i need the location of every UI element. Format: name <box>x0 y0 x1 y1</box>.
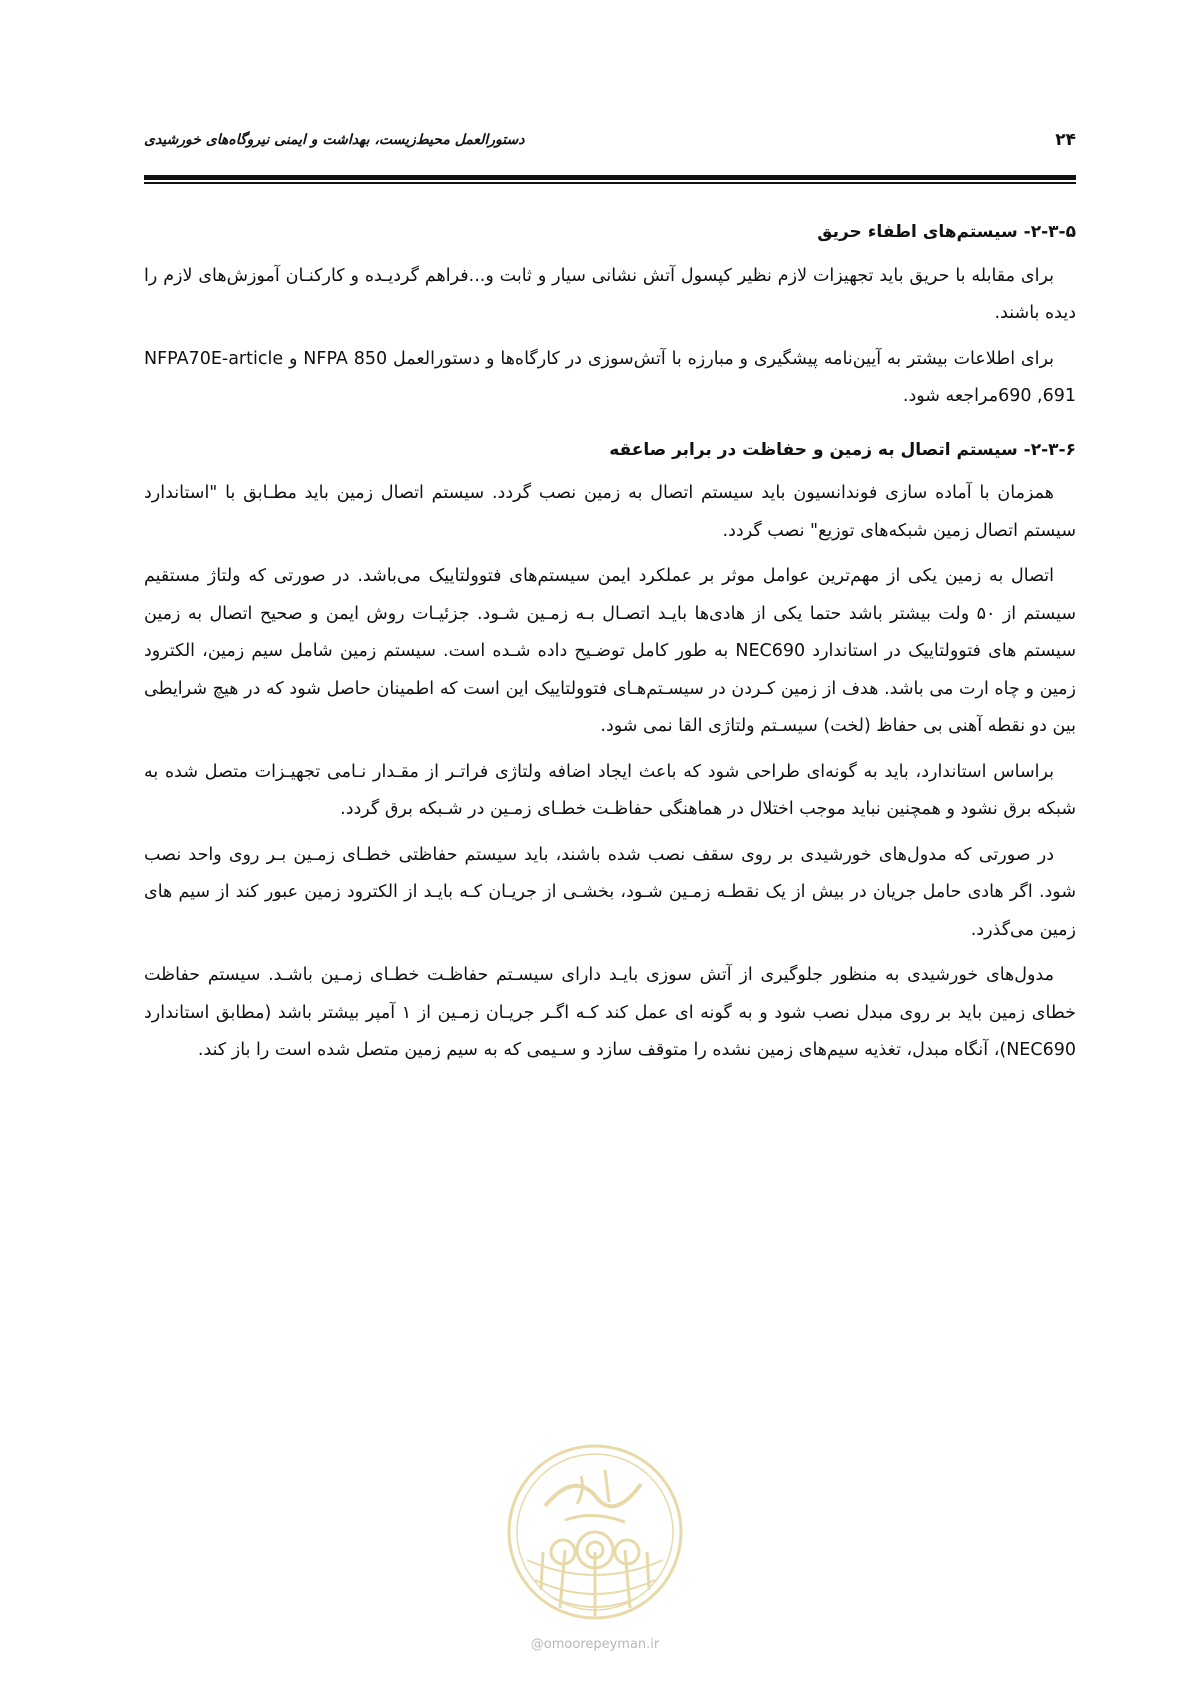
paragraph: اتصال به زمین یکی از مهم‌ترین عوامل موثر بر عملکرد ایمن سیستم‌های فتوولتاییک می‌باشد. در صورتی که ولتاژ مستقیم سیستم از ۵۰ ولت بیشتر باشد حتما یکی از هادی‌ها بایـد اتصـال بـه زمـین شـود. جزئیـات روش ایمن و صحیح اتصال به زمین سیستم های فتوولتاییک در استاندارد NEC690 به طور کامل توضـیح داده شـده است. سیستم زمین شامل سیم زمین، الکترود زمین و چاه ارت می باشد. هدف از زمین کـردن در سیسـتم‌هـای فتوولتاییک این است که اطمینان حاصل شود که در هیچ شرایطی بین دو نقطه آهنی بی حفاظ (لخت) سیسـتم ولتاژی القا نمی شود. <box>144 566 1077 736</box>
paragraph: همزمان با آماده سازی فوندانسیون باید سیستم اتصال به زمین نصب گردد. سیستم اتصال زمین باید مطـابق با "استاندارد سیستم اتصال زمین شبکه‌های توزیع" نصب گردد. <box>144 483 1076 541</box>
watermark-seal <box>505 1440 685 1658</box>
page-number: ۲۴ <box>1055 130 1076 150</box>
seal-logo-icon <box>505 1440 685 1630</box>
page-header <box>144 128 1076 158</box>
section-heading-fire-suppression: ۲-۳-۵- سیستم‌های اطفاء حریق <box>817 222 1076 242</box>
header-rule-thin <box>144 182 1076 184</box>
paragraph: مدول‌های خورشیدی به منظور جلوگیری از آتش سوزی بایـد دارای سیسـتم حفاظـت خطـای زمـین باشـد. سیستم حفاظت خطای زمین باید بر روی مبدل نصب شود و به گونه ای عمل کند کـه اگـر جریـان زمـین از ۱ آمپر بیشتر باشد (مطابق استاندارد NEC690)، آنگاه مبدل، تغذیه سیم‌های زمین نشده را متوقف سازد و سـیمی که به سیم زمین متصل شده است را باز کند. <box>144 965 1076 1060</box>
header-rule <box>144 175 1076 180</box>
running-title: دستورالعمل محیط‌زیست، بهداشت و ایمنی نیروگاه‌های خورشیدی <box>144 132 525 148</box>
paragraph: برای اطلاعات بیشتر به آیین‌نامه پیشگیری و مبارزه با آتش‌سوزی در کارگاه‌ها و دستورالعمل NFPA 850 و NFPA70E-article 690 ,691مراجعه شود. <box>144 348 1076 406</box>
document-body <box>144 214 1076 1078</box>
paragraph: برای مقابله با حریق باید تجهیزات لازم نظیر کپسول آتش نشانی سیار و ثابت و...فراهم گردیـده و کارکنـان آموزش‌های لازم را دیده باشند. <box>144 265 1076 323</box>
watermark-url: @omoorepeyman.ir <box>530 1637 660 1652</box>
section-heading-grounding: ۲-۳-۶- سیستم اتصال به زمین و حفاظت در برابر صاعقه <box>609 439 1076 460</box>
paragraph: در صورتی که مدول‌های خورشیدی بر روی سقف نصب شده باشند، باید سیستم حفاظتی خطـای زمـین بـر روی واحد نصب شود. اگر هادی حامل جریان در بیش از یک نقطـه زمـین شـود، بخشـی از جریـان کـه بایـد از الکترود زمین عبور کند از سیم های زمین می‌گذرد. <box>144 844 1076 940</box>
paragraph: براساس استاندارد، باید به گونه‌ای طراحی شود که باعث ایجاد اضافه ولتاژی فراتـر از مقـدار نـامی تجهیـزات متصل شده به شبکه برق نشود و همچنین نباید موجب اختلال در هماهنگی حفاظـت خطـای زمـین در شـبکه برق گردد. <box>144 761 1076 819</box>
